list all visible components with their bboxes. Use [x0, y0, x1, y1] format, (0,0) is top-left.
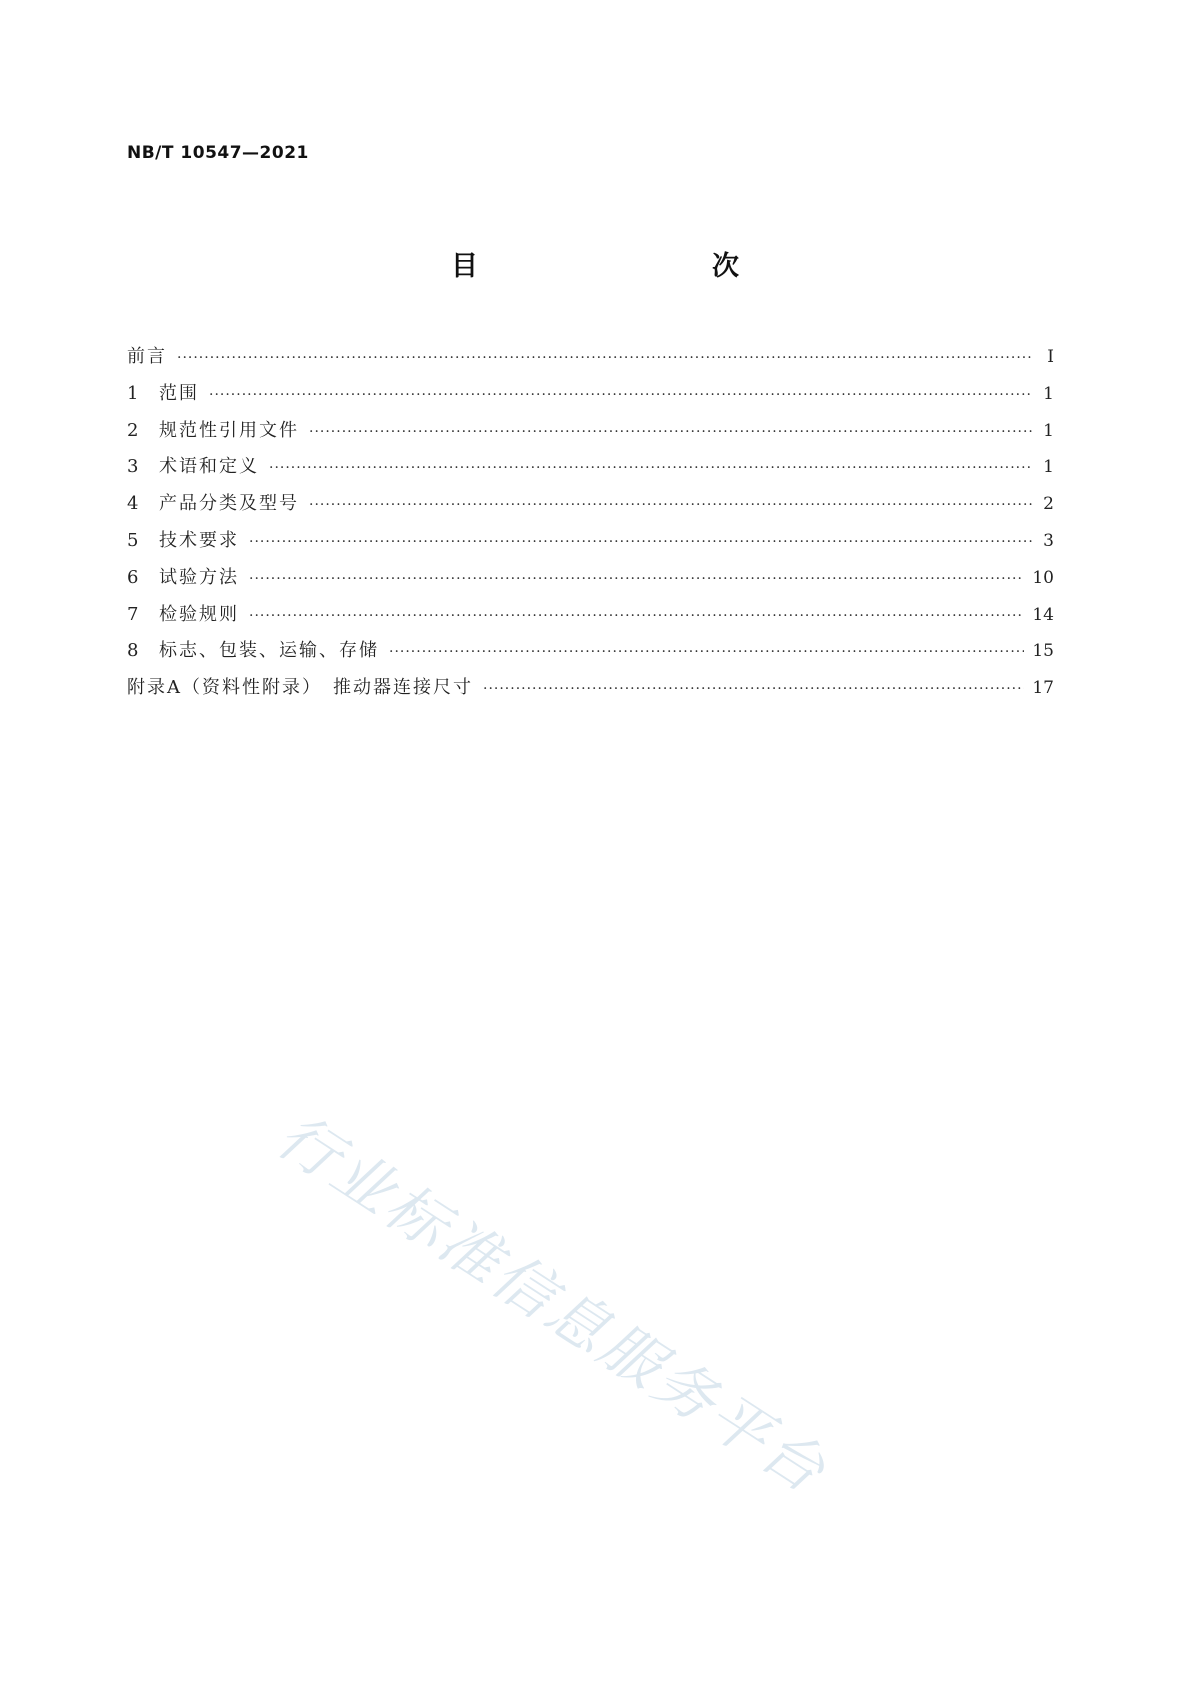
toc-entry-number: 5	[127, 529, 139, 551]
toc-entry-page: Ⅰ	[1047, 347, 1054, 367]
toc-entry-5[interactable]	[127, 523, 1054, 560]
toc-entry-appendix-a[interactable]	[127, 670, 1054, 707]
toc-entry-number: 7	[127, 603, 139, 625]
toc-entry-number: 8	[127, 640, 139, 662]
toc-entry-label: 技术要求	[159, 529, 239, 551]
toc-leader-dots	[269, 450, 1032, 487]
toc-leader-dots	[389, 634, 1024, 671]
toc-entry-label: 前言	[127, 346, 167, 367]
toc-entry-label: 范围	[159, 382, 199, 404]
toc-leader-dots	[309, 487, 1032, 524]
toc-entry-number: 6	[127, 566, 139, 588]
toc-entry-page: 15	[1032, 641, 1054, 662]
toc-entry-label: 检验规则	[159, 603, 239, 625]
toc-entry-label: 产品分类及型号	[159, 493, 299, 515]
toc-entry-number: 2	[127, 419, 139, 441]
toc-entry-page: 17	[1032, 678, 1054, 699]
toc-entry-page: 10	[1032, 567, 1054, 588]
toc-leader-dots	[249, 524, 1032, 561]
toc-entry-number: 4	[127, 493, 139, 515]
toc-leader-dots	[177, 340, 1032, 377]
toc-entry-label: 术语和定义	[159, 456, 259, 478]
toc-entry-page: 2	[1043, 494, 1054, 515]
toc-leader-dots	[483, 671, 1024, 708]
toc-entry-label: 附录A（资料性附录） 推动器连接尺寸	[127, 677, 473, 699]
toc-entry-page: 1	[1043, 420, 1054, 441]
toc-entry-1[interactable]	[127, 376, 1054, 413]
toc-leader-dots	[309, 414, 1032, 451]
toc-entry-label: 规范性引用文件	[159, 419, 299, 441]
toc-entry-number: 1	[127, 382, 139, 404]
toc-entry-4[interactable]	[127, 486, 1054, 523]
toc-entry-2[interactable]	[127, 413, 1054, 450]
toc-entry-label: 标志、包装、运输、存储	[159, 640, 379, 662]
toc-entry-page: 1	[1043, 457, 1054, 478]
toc-entry-foreword[interactable]	[127, 339, 1054, 376]
toc-leader-dots	[209, 377, 1032, 414]
toc-entry-label: 试验方法	[159, 566, 239, 588]
toc-entry-6[interactable]	[127, 560, 1054, 597]
toc-entry-page: 3	[1043, 530, 1054, 551]
toc-entry-page: 14	[1032, 604, 1054, 625]
toc-leader-dots	[249, 598, 1024, 635]
standard-code: NB/T 10547—2021	[127, 143, 309, 163]
toc-entry-page: 1	[1043, 383, 1054, 404]
table-of-contents	[127, 339, 1054, 707]
toc-title: 目 次	[451, 251, 799, 282]
toc-entry-7[interactable]	[127, 597, 1054, 634]
toc-leader-dots	[249, 561, 1024, 598]
toc-entry-number: 3	[127, 456, 139, 478]
watermark: 行业标准信息服务平台	[264, 1100, 840, 1509]
toc-entry-3[interactable]	[127, 449, 1054, 486]
toc-entry-8[interactable]	[127, 633, 1054, 670]
